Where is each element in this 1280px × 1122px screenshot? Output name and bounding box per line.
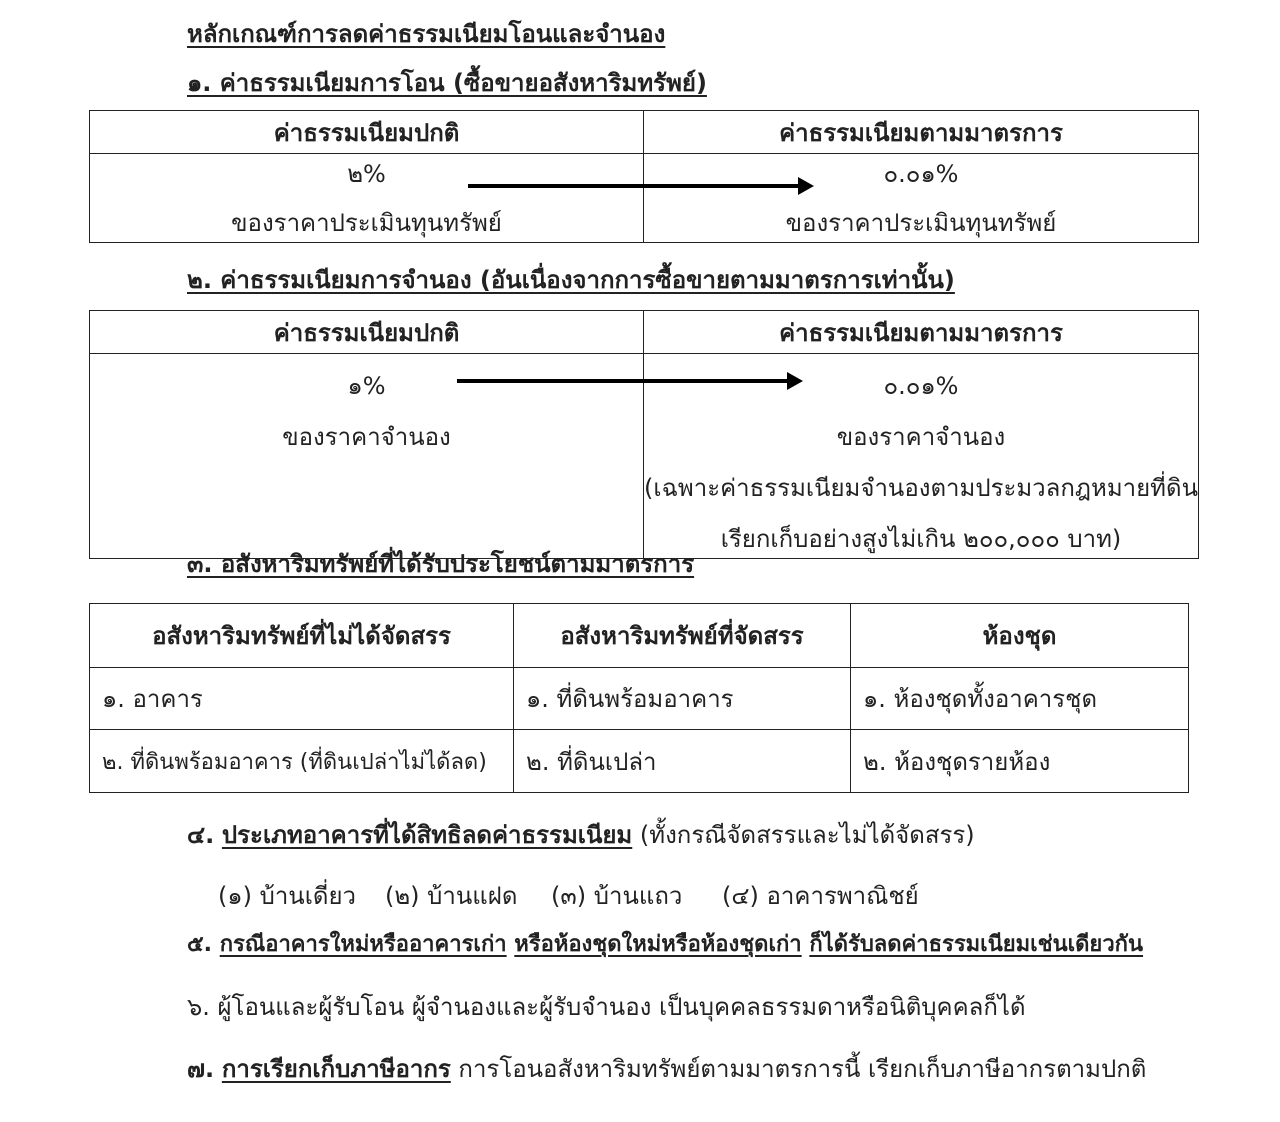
document-title: หลักเกณฑ์การลดค่าธรรมเนียมโอนและจำนอง <box>187 20 666 48</box>
table-cell: ๑. ห้องชุดทั้งอาคารชุด <box>851 668 1189 730</box>
section4-line <box>187 815 975 854</box>
section5-number: ๕. <box>187 932 213 957</box>
table-cell: ๑. อาคาร <box>90 668 514 730</box>
table-header-measure-fee: ค่าธรรมเนียมตามมาตรการ <box>644 111 1199 154</box>
table-row <box>90 730 1189 793</box>
normal-mortgage-basis: ของราคาจำนอง <box>282 423 451 451</box>
normal-mortgage-cell <box>90 354 644 559</box>
normal-fee-cell <box>90 154 644 243</box>
section1-heading: ๑. ค่าธรรมเนียมการโอน (ซื้อขายอสังหาริมทรัพย์) <box>187 69 707 97</box>
table-header-normal-fee: ค่าธรรมเนียมปกติ <box>90 311 644 354</box>
table-cell: ๑. ที่ดินพร้อมอาคาร <box>514 668 851 730</box>
section7-heading: การเรียกเก็บภาษีอากร <box>221 1055 451 1083</box>
table-cell: ๒. ห้องชุดรายห้อง <box>851 730 1189 793</box>
table-cell: ๒. ที่ดินพร้อมอาคาร (ที่ดินเปล่าไม่ได้ลด) <box>90 730 514 793</box>
normal-fee-rate: ๒% <box>347 160 386 188</box>
property-types-table <box>89 603 1189 793</box>
normal-mortgage-rate: ๑% <box>347 372 386 400</box>
table-header-condo: ห้องชุด <box>851 604 1189 668</box>
mortgage-note-line2: เรียกเก็บอย่างสูงไม่เกิน ๒๐๐,๐๐๐ บาท) <box>720 525 1122 553</box>
section4-heading: ประเภทอาคารที่ได้สิทธิลดค่าธรรมเนียม <box>221 821 633 849</box>
building-type-4: (๔) อาคารพาณิชย์ <box>722 882 919 910</box>
normal-fee-basis: ของราคาประเมินทุนทรัพย์ <box>231 209 502 237</box>
table-cell: ๒. ที่ดินเปล่า <box>514 730 851 793</box>
right-arrow-icon <box>468 184 800 188</box>
building-type-1: (๑) บ้านเดี่ยว <box>218 882 357 910</box>
section7-text: การโอนอสังหาริมทรัพย์ตามมาตรการนี้ เรียกเก็บภาษีอากรตามปกติ <box>450 1055 1147 1083</box>
table-header-normal-fee: ค่าธรรมเนียมปกติ <box>90 111 644 154</box>
section4-number: ๔. <box>187 821 215 849</box>
section5-part2: หรือห้องชุดใหม่หรือห้องชุดเก่า <box>514 932 802 957</box>
table-header-measure-fee: ค่าธรรมเนียมตามมาตรการ <box>644 311 1199 354</box>
building-type-3: (๓) บ้านแถว <box>551 882 683 910</box>
section7-number: ๗. <box>187 1055 215 1083</box>
measure-mortgage-basis: ของราคาจำนอง <box>836 423 1006 451</box>
section5-part1: กรณีอาคารใหม่หรืออาคารเก่า <box>219 932 507 957</box>
measure-fee-cell <box>644 154 1199 243</box>
table-header-allocated: อสังหาริมทรัพย์ที่จัดสรร <box>514 604 851 668</box>
section4-note: (ทั้งกรณีจัดสรรและไม่ได้จัดสรร) <box>632 821 975 849</box>
measure-fee-rate: ๐.๐๑% <box>883 160 959 188</box>
section6-line: ๖. ผู้โอนและผู้รับโอน ผู้จำนองและผู้รับจำนอง เป็นบุคคลธรรมดาหรือนิติบุคคลก็ได้ <box>187 993 1026 1021</box>
section2-heading: ๒. ค่าธรรมเนียมการจำนอง (อันเนื่องจากการซื้อขายตามมาตรการเท่านั้น) <box>187 266 955 294</box>
table-header-non-allocated: อสังหาริมทรัพย์ที่ไม่ได้จัดสรร <box>90 604 514 668</box>
table-row <box>90 668 1189 730</box>
measure-fee-basis: ของราคาประเมินทุนทรัพย์ <box>785 209 1057 237</box>
section5-line <box>187 926 1143 961</box>
section7-line <box>187 1049 1146 1088</box>
transfer-fee-table <box>89 110 1199 243</box>
measure-mortgage-rate: ๐.๐๑% <box>883 372 959 400</box>
mortgage-note-line1: (เฉพาะค่าธรรมเนียมจำนองตามประมวลกฎหมายที่ดิน <box>644 474 1198 502</box>
measure-mortgage-cell <box>644 354 1199 559</box>
right-arrow-icon <box>457 379 789 383</box>
section3-heading: ๓. อสังหาริมทรัพย์ที่ได้รับประโยชน์ตามมาตรการ <box>187 550 695 578</box>
building-type-2: (๒) บ้านแฝด <box>385 882 518 910</box>
mortgage-fee-table <box>89 310 1199 559</box>
section5-part3: ก็ได้รับลดค่าธรรมเนียมเช่นเดียวกัน <box>809 932 1144 957</box>
